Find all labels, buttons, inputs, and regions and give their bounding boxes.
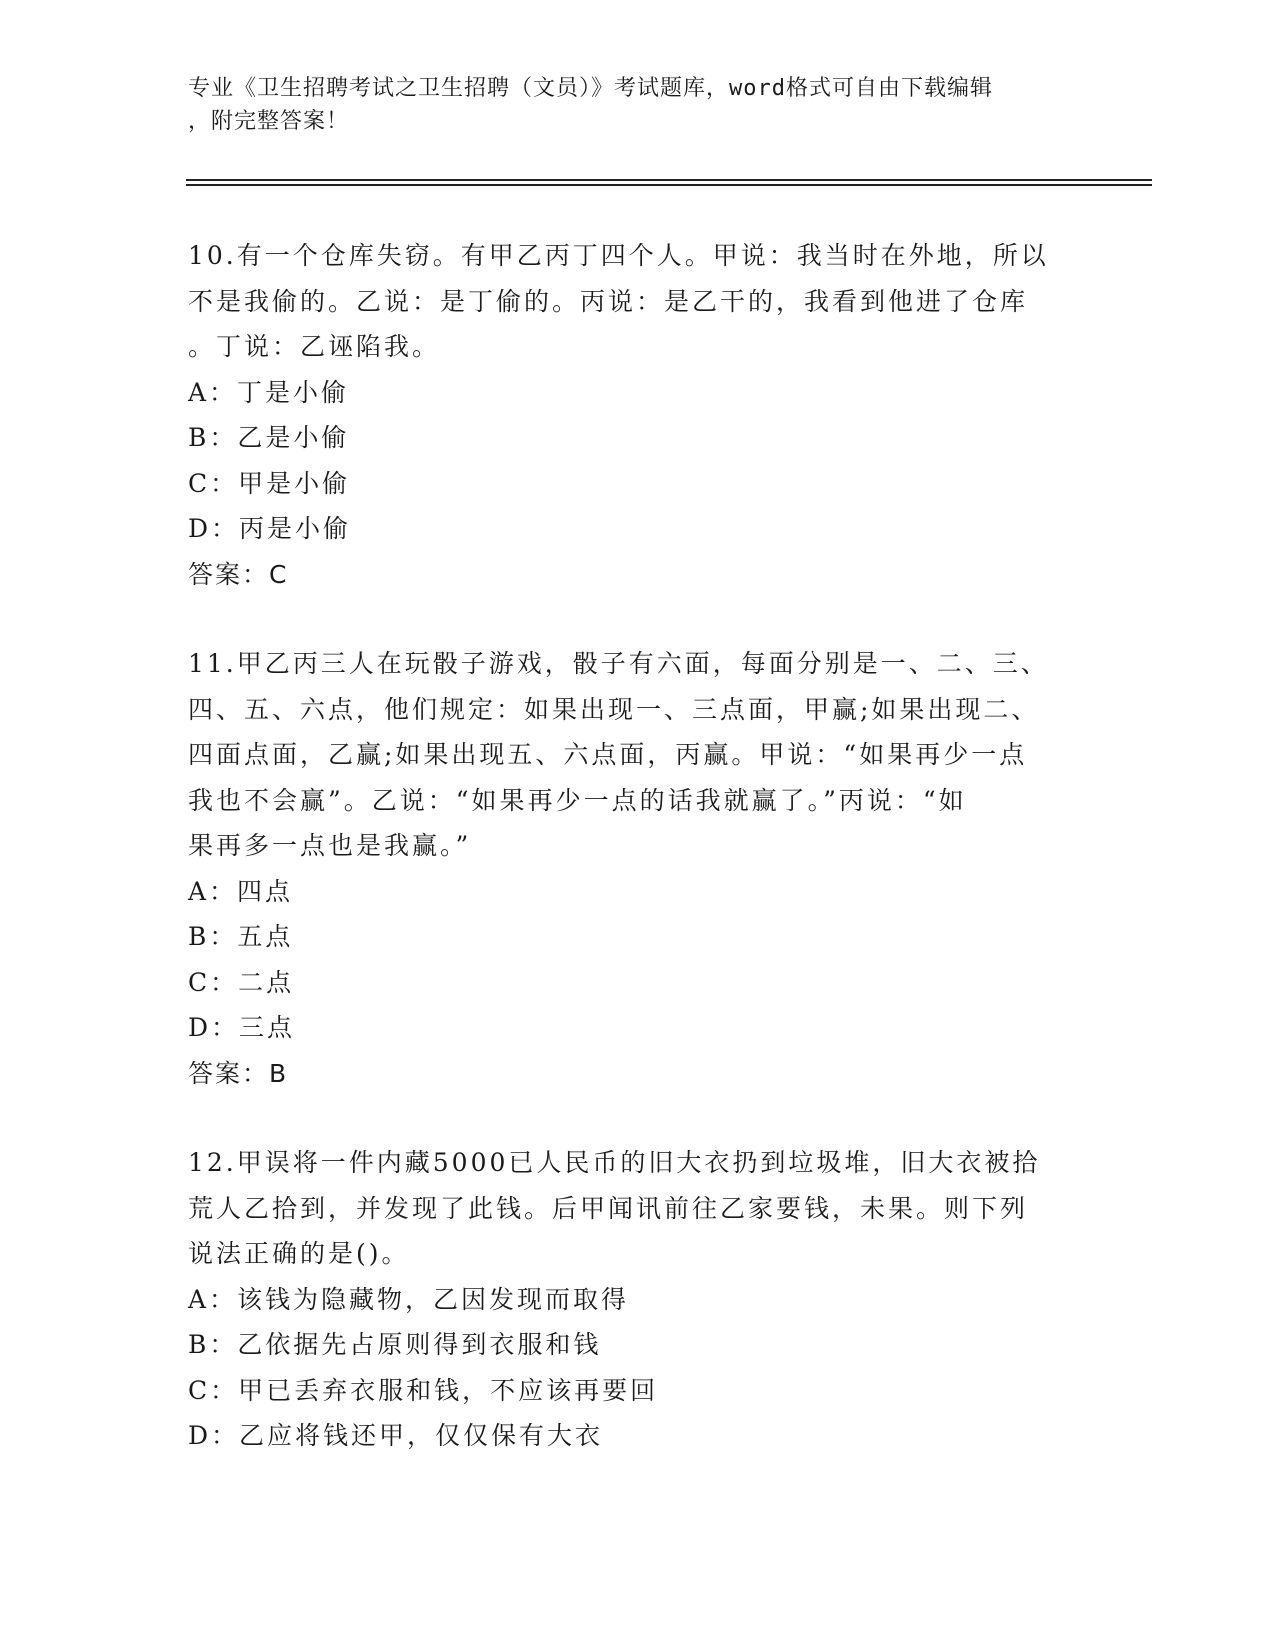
option-a: A：丁是小偷 (188, 377, 350, 407)
question-stem-line: 我也不会赢”。乙说：“如果再少一点的话我就赢了。”丙说：“如 (188, 785, 967, 815)
option-b: B：五点 (188, 922, 294, 951)
option-c: C：甲已丢弃衣服和钱，不应该再要回 (188, 1375, 659, 1405)
option-a: A：该钱为隐藏物，乙因发现而取得 (188, 1284, 630, 1314)
option-c: C：甲是小偷 (188, 468, 351, 498)
header-line: ，附完整答案！ (188, 109, 350, 134)
question-12 (188, 1140, 1088, 1459)
question-stem-line: 11.甲乙丙三人在玩骰子游戏，骰子有六面，每面分别是一、二、三、 (188, 649, 1049, 678)
question-stem-line: 12.甲误将一件内藏5000已人民币的旧大衣扔到垃圾堆，旧大衣被拾 (188, 1148, 1041, 1177)
option-b: B：乙是小偷 (188, 423, 350, 452)
header-divider (186, 184, 1152, 186)
answer-line: 答案：C (188, 559, 289, 589)
question-stem-line: 四、五、六点，他们规定：如果出现一、三点面，甲赢;如果出现二、 (188, 694, 1040, 724)
answer-line: 答案：B (188, 1058, 289, 1088)
header-line: 专业《卫生招聘考试之卫生招聘（文员）》考试题库，word格式可自由下载编辑 (188, 76, 993, 101)
question-stem-line: 10.有一个仓库失窃。有甲乙丙丁四个人。甲说：我当时在外地，所以 (188, 241, 1049, 270)
question-stem-line: 说法正确的是()。 (188, 1239, 410, 1268)
question-stem-line: 果再多一点也是我赢。” (188, 831, 472, 860)
option-d: D：三点 (188, 1013, 296, 1042)
header-divider (186, 179, 1152, 181)
question-stem-line: 荒人乙拾到，并发现了此钱。后甲闻讯前往乙家要钱，未果。则下列 (188, 1193, 1029, 1223)
option-b: B：乙依据先占原则得到衣服和钱 (188, 1330, 602, 1359)
question-11 (188, 641, 1088, 1096)
question-stem-line: 。丁说：乙诬陷我。 (188, 332, 441, 361)
option-d: D：丙是小偷 (188, 514, 352, 543)
question-stem-line: 不是我偷的。乙说：是丁偷的。丙说：是乙干的，我看到他进了仓库 (188, 286, 1029, 316)
option-a: A：四点 (188, 876, 294, 906)
document-header (188, 72, 1068, 138)
question-stem-line: 四面点面，乙赢;如果出现五、六点面，丙赢。甲说：“如果再少一点 (188, 740, 1028, 769)
option-d: D：乙应将钱还甲，仅仅保有大衣 (188, 1421, 604, 1450)
question-list (188, 233, 1088, 1503)
option-c: C：二点 (188, 967, 295, 997)
question-10 (188, 233, 1088, 597)
